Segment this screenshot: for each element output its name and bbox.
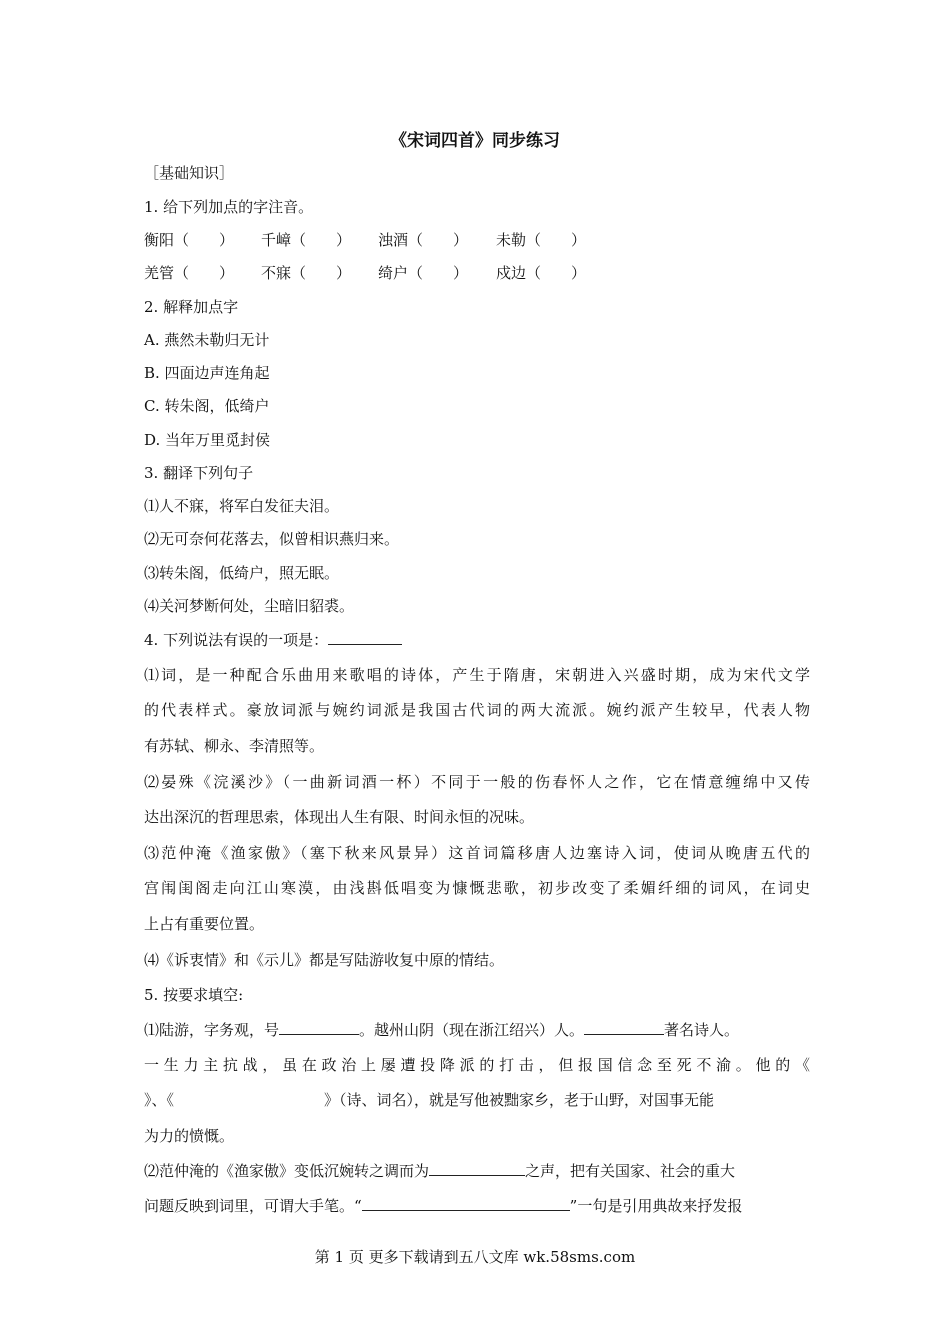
q4-prompt-line xyxy=(144,629,810,650)
pinyin-item: 不寐（ ） xyxy=(261,264,352,282)
q2-item-b: B. 四面边声连角起 xyxy=(144,364,270,382)
q5-part-1-line-2: 一生力主抗战，虽在政治上屡遭投降派的打击，但报国信念至死不渝。他的《 xyxy=(144,1056,810,1074)
q2-item-d: D. 当年万里觅封侯 xyxy=(144,431,271,449)
q5-text: 著名诗人。 xyxy=(664,1021,740,1039)
page-footer: 第 1 页 更多下载请到五八文库 wk.58sms.com xyxy=(314,1248,636,1266)
q1-row-2 xyxy=(144,262,810,283)
q4-item-2-line-1: ⑵晏殊《浣溪沙》（一曲新词酒一杯）不同于一般的伤春怀人之作，它在情意缠绵中又传 xyxy=(144,773,810,791)
q2-item-c: C. 转朱阁，低绮户 xyxy=(144,397,270,415)
pinyin-item: 衡阳（ ） xyxy=(144,231,235,249)
q5-text: 》（诗、词名），就是写他被黜家乡，老于山野，对国事无能 xyxy=(324,1091,715,1109)
answer-blank[interactable] xyxy=(584,1019,664,1035)
q4-item-3-line-2: 宫闱闺阁走向江山寒漠，由浅斟低唱变为慷慨悲歌，初步改变了柔媚纤细的词风，在词史 xyxy=(144,879,810,897)
q3-item-2: ⑵无可奈何花落去，似曾相识燕归来。 xyxy=(144,530,400,548)
pinyin-item: 戍边（ ） xyxy=(496,264,587,282)
q4-item-1-line-3: 有苏轼、柳永、李清照等。 xyxy=(144,737,325,755)
q2-item-a: A. 燕然未勒归无计 xyxy=(144,331,270,349)
q1-prompt: 1. 给下列加点的字注音。 xyxy=(144,198,314,216)
q5-text: 之声，把有关国家、社会的重大 xyxy=(525,1162,736,1180)
q4-item-2-line-2: 达出深沉的哲理思索，体现出人生有限、时间永恒的况味。 xyxy=(144,808,535,826)
q5-text: ”一句是引用典故来抒发报 xyxy=(569,1197,743,1215)
q2-prompt: 2. 解释加点字 xyxy=(144,298,239,316)
q5-text: 》、《 xyxy=(144,1091,175,1109)
q5-text: 问题反映到词里，可谓大手笔。“ xyxy=(144,1197,362,1215)
answer-blank[interactable] xyxy=(328,629,402,645)
q4-item-1-line-2: 的代表样式。豪放词派与婉约词派是我国古代词的两大流派。婉约派产生较早，代表人物 xyxy=(144,701,810,719)
answer-blank[interactable] xyxy=(279,1019,359,1035)
q5-part-1-line-1 xyxy=(144,1019,810,1040)
q1-row-1 xyxy=(144,229,810,250)
q4-item-3-line-3: 上占有重要位置。 xyxy=(144,915,265,933)
q4-prompt: 4. 下列说法有误的一项是： xyxy=(144,631,329,649)
q4-item-4: ⑷《诉衷情》和《示儿》都是写陆游收复中原的情结。 xyxy=(144,951,505,969)
q4-item-3-line-1: ⑶范仲淹《渔家傲》（塞下秋来风景异）这首词篇移唐人边塞诗入词，使词从晚唐五代的 xyxy=(144,844,810,862)
q5-part-2-line-2 xyxy=(144,1195,810,1216)
pinyin-item: 羌管（ ） xyxy=(144,264,235,282)
answer-blank[interactable] xyxy=(429,1160,525,1176)
q5-prompt: 5. 按要求填空: xyxy=(144,986,244,1004)
pinyin-item: 浊酒（ ） xyxy=(378,231,469,249)
pinyin-item: 未勒（ ） xyxy=(496,231,587,249)
pinyin-item: 绮户（ ） xyxy=(378,264,469,282)
page-title: 《宋词四首》同步练习 xyxy=(390,131,560,151)
q3-prompt: 3. 翻译下列句子 xyxy=(144,464,254,482)
q3-item-3: ⑶转朱阁，低绮户，照无眠。 xyxy=(144,564,340,582)
q5-text: ⑵范仲淹的《渔家傲》变低沉婉转之调而为 xyxy=(144,1162,430,1180)
pinyin-item: 千嶂（ ） xyxy=(261,231,352,249)
q4-item-1-line-1: ⑴词，是一种配合乐曲用来歌唱的诗体，产生于隋唐，宋朝进入兴盛时期，成为宋代文学 xyxy=(144,666,810,684)
q5-part-1-line-3 xyxy=(144,1089,810,1110)
q5-part-2-line-1 xyxy=(144,1160,810,1181)
q5-text: ⑴陆游，字务观，号 xyxy=(144,1021,280,1039)
answer-blank[interactable] xyxy=(362,1195,570,1211)
section-label: ［基础知识］ xyxy=(144,164,235,182)
q5-text: 。越州山阴（现在浙江绍兴）人。 xyxy=(359,1021,585,1039)
q5-part-1-line-4: 为力的愤慨。 xyxy=(144,1127,235,1145)
q3-item-1: ⑴人不寐，将军白发征夫泪。 xyxy=(144,497,340,515)
q3-item-4: ⑷关河梦断何处，尘暗旧貂裘。 xyxy=(144,597,355,615)
